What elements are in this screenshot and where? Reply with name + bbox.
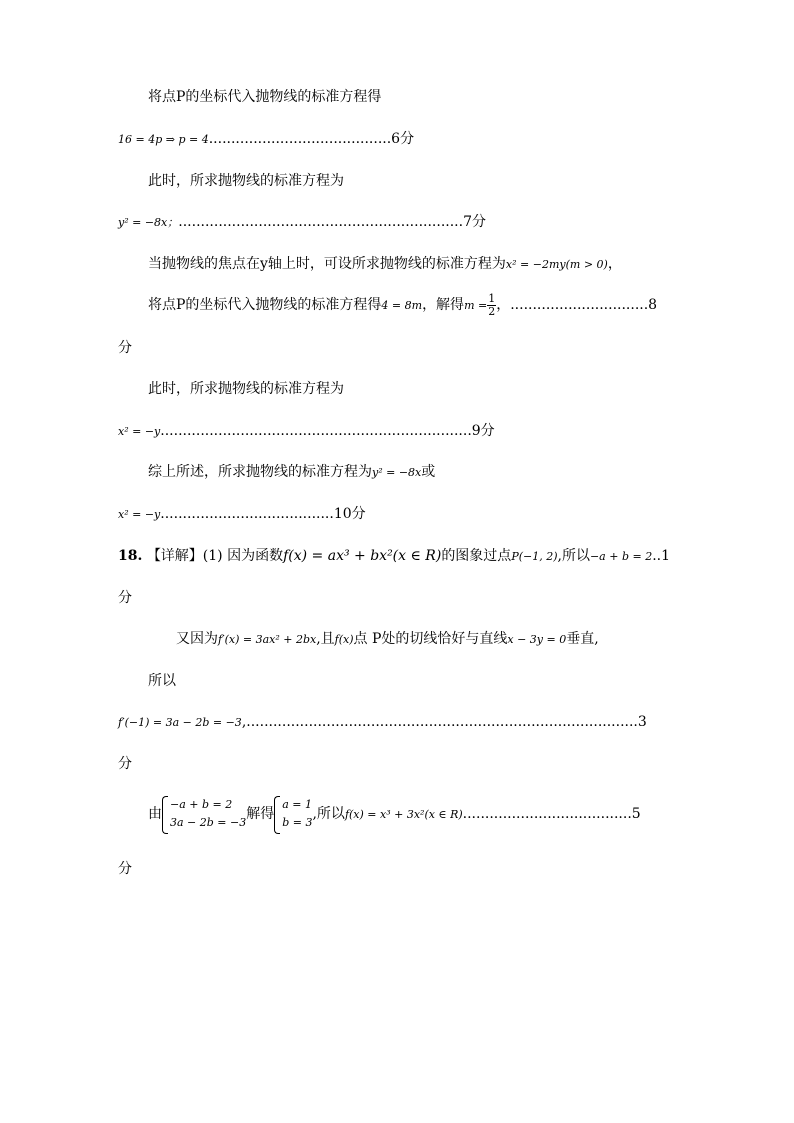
text-line: 综上所述，所求抛物线的标准方程为y² = −8x或 bbox=[148, 464, 436, 480]
equation-line bbox=[118, 713, 647, 732]
text-line: 此时，所求抛物线的标准方程为 bbox=[148, 173, 344, 189]
equation: f′(−1) = 3a − 2b = −3 bbox=[118, 716, 242, 729]
equation-line bbox=[118, 130, 414, 149]
text-line: 将点P的坐标代入抛物线的标准方程得 bbox=[148, 89, 382, 105]
score-marker: ，...............................8 bbox=[496, 297, 658, 313]
equation-line: 由 −a + b = 2 3a − 2b = −3 解得 a = 1 b = 3 ,所以f(x) = x³ + 3x²(x ∈ R)......................................5 bbox=[148, 794, 641, 835]
equation: f(x) bbox=[334, 633, 354, 646]
equation: 16 = 4p ⇒ p = 4 bbox=[118, 133, 209, 146]
equation-line bbox=[118, 422, 495, 441]
text-line: 分 bbox=[118, 756, 132, 772]
equation-system: −a + b = 2 3a − 2b = −3 bbox=[162, 796, 246, 832]
text-line: 所以 bbox=[148, 673, 176, 689]
score-marker: ......................................5 bbox=[462, 806, 641, 822]
score-marker: .......................................10分 bbox=[160, 506, 366, 522]
text-line: 此时，所求抛物线的标准方程为 bbox=[148, 381, 344, 397]
score-marker: .........................................6分 bbox=[208, 131, 415, 147]
equation: y² = −8x bbox=[372, 466, 422, 479]
equation: 4 = 8m bbox=[381, 299, 423, 312]
text-line: 分 bbox=[118, 340, 132, 356]
equation: f′(x) = 3ax² + 2bx bbox=[218, 633, 317, 646]
text-line: 当抛物线的焦点在y轴上时，可设所求抛物线的标准方程为x² = −2my(m > 0)， bbox=[148, 256, 622, 272]
score-marker: ......................................................................9分 bbox=[160, 423, 495, 439]
equation: x² = −y bbox=[118, 425, 161, 438]
score-marker: ,........................................................................................3 bbox=[241, 714, 647, 730]
text-line: 分 bbox=[118, 861, 132, 877]
equation: x² = −2my(m > 0) bbox=[505, 258, 608, 271]
question-line: 18. 【详解】(1) 因为函数f(x) = ax³ + bx²(x ∈ R)的图象过点P(−1, 2),所以−a + b = 2..1 bbox=[118, 548, 671, 564]
equation: f(x) = ax³ + bx²(x ∈ R) bbox=[283, 548, 442, 564]
equation: f(x) = x³ + 3x²(x ∈ R) bbox=[344, 808, 463, 821]
equation: P(−1, 2) bbox=[511, 550, 558, 563]
text-line: 又因为f′(x) = 3ax² + 2bx,且f(x)点 P处的切线恰好与直线x − 3y = 0垂直, bbox=[176, 631, 599, 647]
equation: x² = −y bbox=[118, 508, 161, 521]
equation-line bbox=[118, 505, 366, 524]
score-marker: ................................................................7分 bbox=[178, 214, 486, 230]
question-number: 18. bbox=[118, 548, 143, 564]
fraction: $\frac{1}{2}$ bbox=[488, 291, 496, 318]
text-line: 分 bbox=[118, 590, 132, 606]
equation: x − 3y = 0 bbox=[507, 633, 567, 646]
equation-line bbox=[118, 213, 486, 232]
equation-system: a = 1 b = 3 bbox=[274, 796, 312, 832]
equation: −a + b = 2 bbox=[589, 550, 653, 563]
score-marker: ..1 bbox=[652, 548, 671, 564]
text-line: 将点P的坐标代入抛物线的标准方程得4 = 8m，解得m = $\frac{1}{2}$ ，...............................8 bbox=[148, 291, 658, 318]
equation: y² = −8x； bbox=[118, 216, 179, 229]
